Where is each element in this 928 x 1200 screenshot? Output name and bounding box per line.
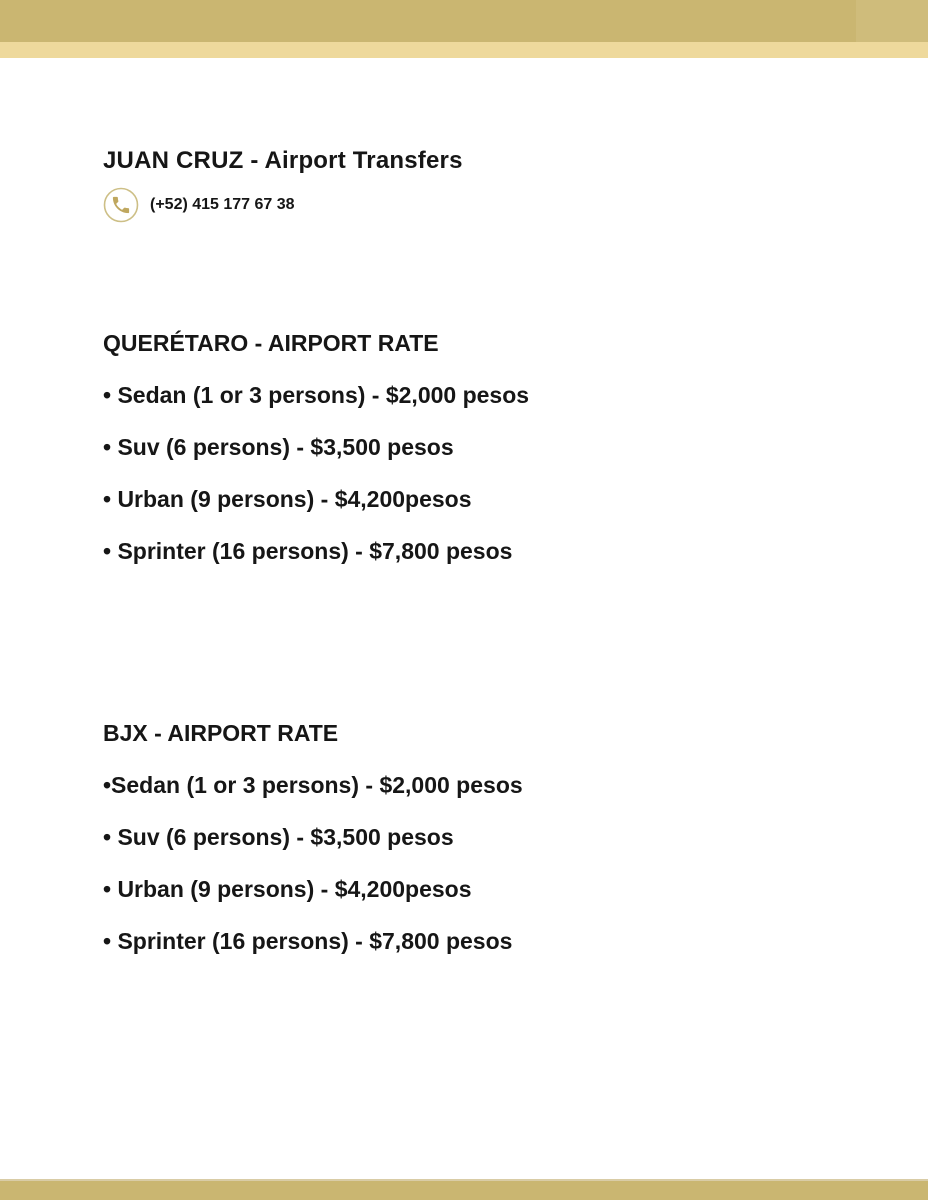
section-heading-bjx: BJX - AIRPORT RATE — [103, 720, 339, 746]
rate-item-suv: • Suv (6 persons) - $3,500 pesos — [103, 824, 454, 850]
rate-item-suv: • Suv (6 persons) - $3,500 pesos — [103, 434, 454, 460]
bottom-gold-bar — [0, 1179, 928, 1200]
phone-contact-row — [103, 187, 888, 223]
rate-item-urban: • Urban (9 persons) - $4,200pesos — [103, 876, 472, 902]
rate-item-sedan: • Sedan (1 or 3 persons) - $2,000 pesos — [103, 382, 530, 408]
section-queretaro-rates — [103, 328, 888, 566]
page-title: JUAN CRUZ - Airport Transfers — [103, 147, 463, 174]
phone-number: (+52) 415 177 67 38 — [150, 196, 295, 213]
phone-icon — [103, 187, 139, 223]
rate-list-bjx — [103, 770, 888, 956]
rate-item-sprinter: • Sprinter (16 persons) - $7,800 pesos — [103, 538, 513, 564]
rate-item-sedan: •Sedan (1 or 3 persons) - $2,000 pesos — [103, 772, 523, 798]
section-heading-queretaro: QUERÉTARO - AIRPORT RATE — [103, 330, 439, 356]
rate-list-queretaro — [103, 380, 888, 566]
section-bjx-rates — [103, 718, 888, 956]
rate-item-sprinter: • Sprinter (16 persons) - $7,800 pesos — [103, 928, 513, 954]
rate-item-urban: • Urban (9 persons) - $4,200pesos — [103, 486, 472, 512]
